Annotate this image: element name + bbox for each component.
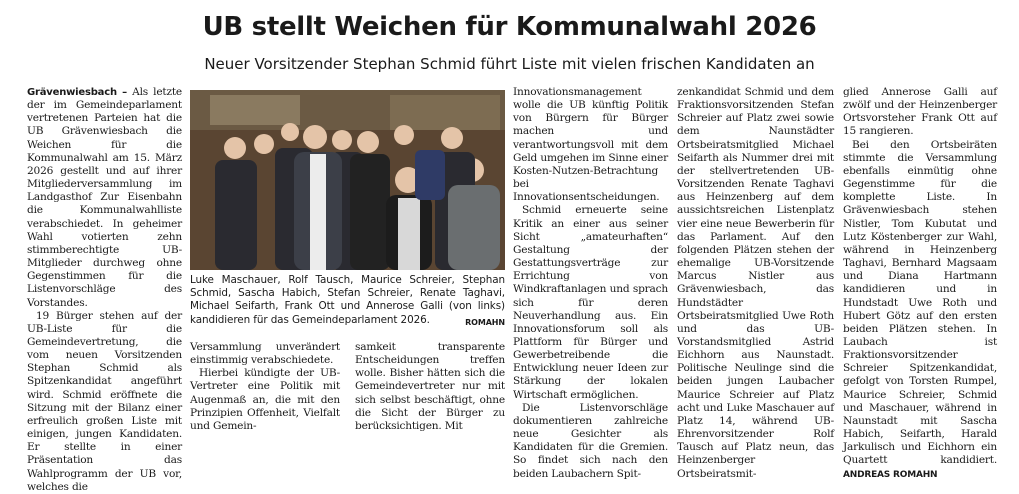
article-column-6 [843,86,997,482]
subheadline: Neuer Vorsitzender Stephan Schmid führt Liste mit vielen frischen Kandidaten an [204,55,815,73]
article-column-2 [190,341,340,433]
paragraph-text: Als letzte der im Gemeindeparlament vertretenen Parteien hat die UB Grävenwiesbach die Weichen für die Kommunalwahl am 15. März 2026 gestellt und auf ihrer Mitgliederversammlung im Landgasthof Zur Eisenbahn die Kommunalwahlliste verabschiedet. In geheimer Wahl votierten zehn stimmberechtigte UB-Mitglieder durchweg ohne Gegenstimmen für die Listenvorschläge des Vorstandes. [27,86,182,309]
paragraph-text: Bei den Ortsbeiräten stimmte die Versammlung ebenfalls einmütig ohne Gegenstimme für die komplette Liste. In Grävenwiesbach stehen Nistler, Tom Kubutat und Lutz Köstenberger zur Wahl, während in Heinzenberg Taghavi, Bernhard Magsaam und Diana Hartmann kandidieren und in Hundstadt Uwe Roth und Hubert Götz auf den ersten beiden Plätzen stehen. In Laubach ist Fraktionsvorsitzender Schreier Spitzenkandidat, gefolgt von Torsten Rumpel, Maurice Schreier, Schmid und Maschauer, während in Naunstadt mit Sascha Habich, Seifarth, Harald Jarkulisch und Eichhorn ein Quartett kandidiert. [843,138,997,467]
paragraph: Innovationsmanagement wolle die UB künftig Politik von Bürgern für Bürger machen und verantwortungsvoll mit dem Geld umgehen im Sinne einer Kosten-Nutzen-Betrachtung bei Innovationsentscheidungen. [513,86,668,204]
headline: UB stellt Weichen für Kommunalwahl 2026 [202,12,817,42]
paragraph: glied Annerose Galli auf zwölf und der Heinzenberger Ortsvorsteher Frank Ott auf 15 rangieren. [843,86,997,138]
paragraph: 19 Bürger stehen auf der UB-Liste für die Gemeindevertretung, die vom neuen Vorsitzenden Stephan Schmid als Spitzenkandidat angeführt wird. Schmid eröffnete die Sitzung mit der Bilanz einer erfreulich großen Liste mit einigen, jungen Kandidaten. Er stellte in einer Präsentation das Wahlprogramm der UB vor, welches die [27,309,182,493]
photo-credit: ROMAHN [465,317,505,327]
group-photo-illustration [190,90,505,270]
photo-caption [190,274,505,329]
paragraph [843,139,997,482]
article-column-1 [27,86,182,494]
article-column-4 [513,86,668,481]
paragraph: Schmid erneuerte seine Kritik an einer aus seiner Sicht „amateurhaften“ Gestaltung der Gestattungsverträge zur Errichtung von Windkraftanlagen und sprach sich für deren Neuverhandlung aus. Ein Innovationsforum soll als Plattform für Bürger und Gewerbetreibende die Entwicklung neuer Ideen zur Stärkung der lokalen Wirtschaft ermöglichen. [513,204,668,401]
article-column-5 [677,86,834,481]
dateline: Grävenwiesbach – [27,87,127,98]
group-photo [190,90,505,270]
caption-text: Luke Maschauer, Rolf Tausch, Maurice Schreier, Stephan Schmid, Sascha Habich, Stefan Schreier, Renate Taghavi, Michael Seifarth, Frank Ott und Annerose Galli (von links) kandidieren für das Gemeindeparlament 2026. [190,274,505,326]
author-byline: ANDREAS ROMAHN [843,469,938,480]
paragraph: zenkandidat Schmid und dem Fraktionsvorsitzenden Stefan Schreier auf Platz zwei sowie dem Naunstädter Ortsbeiratsmitglied Michael Seifarth als Nummer drei mit der stellvertretenden UB-Vorsitzenden Renate Taghavi aus Heinzenberg auf dem aussichtsreichen Listenplatz vier eine neue Bewerberin für das Parlament. Auf den folgenden Plätzen stehen der ehemalige UB-Vorsitzende Marcus Nistler aus Grävenwiesbach, das Hundstädter Ortsbeiratsmitglied Uwe Roth und das UB-Vorstandsmitglied Astrid Eichhorn aus Naunstadt. Politische Neulinge sind die beiden jungen Laubacher Maurice Schreier auf Platz acht und Luke Maschauer auf Platz 14, während UB-Ehrenvorsitzender Rolf Tausch auf Platz neun, das Heinzenberger Ortsbeiratsmit- [677,86,834,480]
paragraph [27,86,182,310]
paragraph: Hierbei kündigte der UB-Vertreter eine Politik mit Augenmaß an, die mit den Prinzipien Offenheit, Vielfalt und Gemein- [190,367,340,432]
paragraph: samkeit transparente Entscheidungen treffen wolle. Bisher hätten sich die Gemeindevertreter nur mit sich selbst beschäftigt, ohne die Sicht der Bürger zu berücksichtigen. Mit [355,341,505,432]
paragraph: Versammlung unverändert einstimmig verabschiedete. [190,341,340,367]
paragraph: Die Listenvorschläge dokumentieren zahlreiche neue Gesichter als Kandidaten für die Gremien. So findet sich nach den beiden Laubachern Spit- [513,401,668,480]
article-column-3 [355,341,505,433]
